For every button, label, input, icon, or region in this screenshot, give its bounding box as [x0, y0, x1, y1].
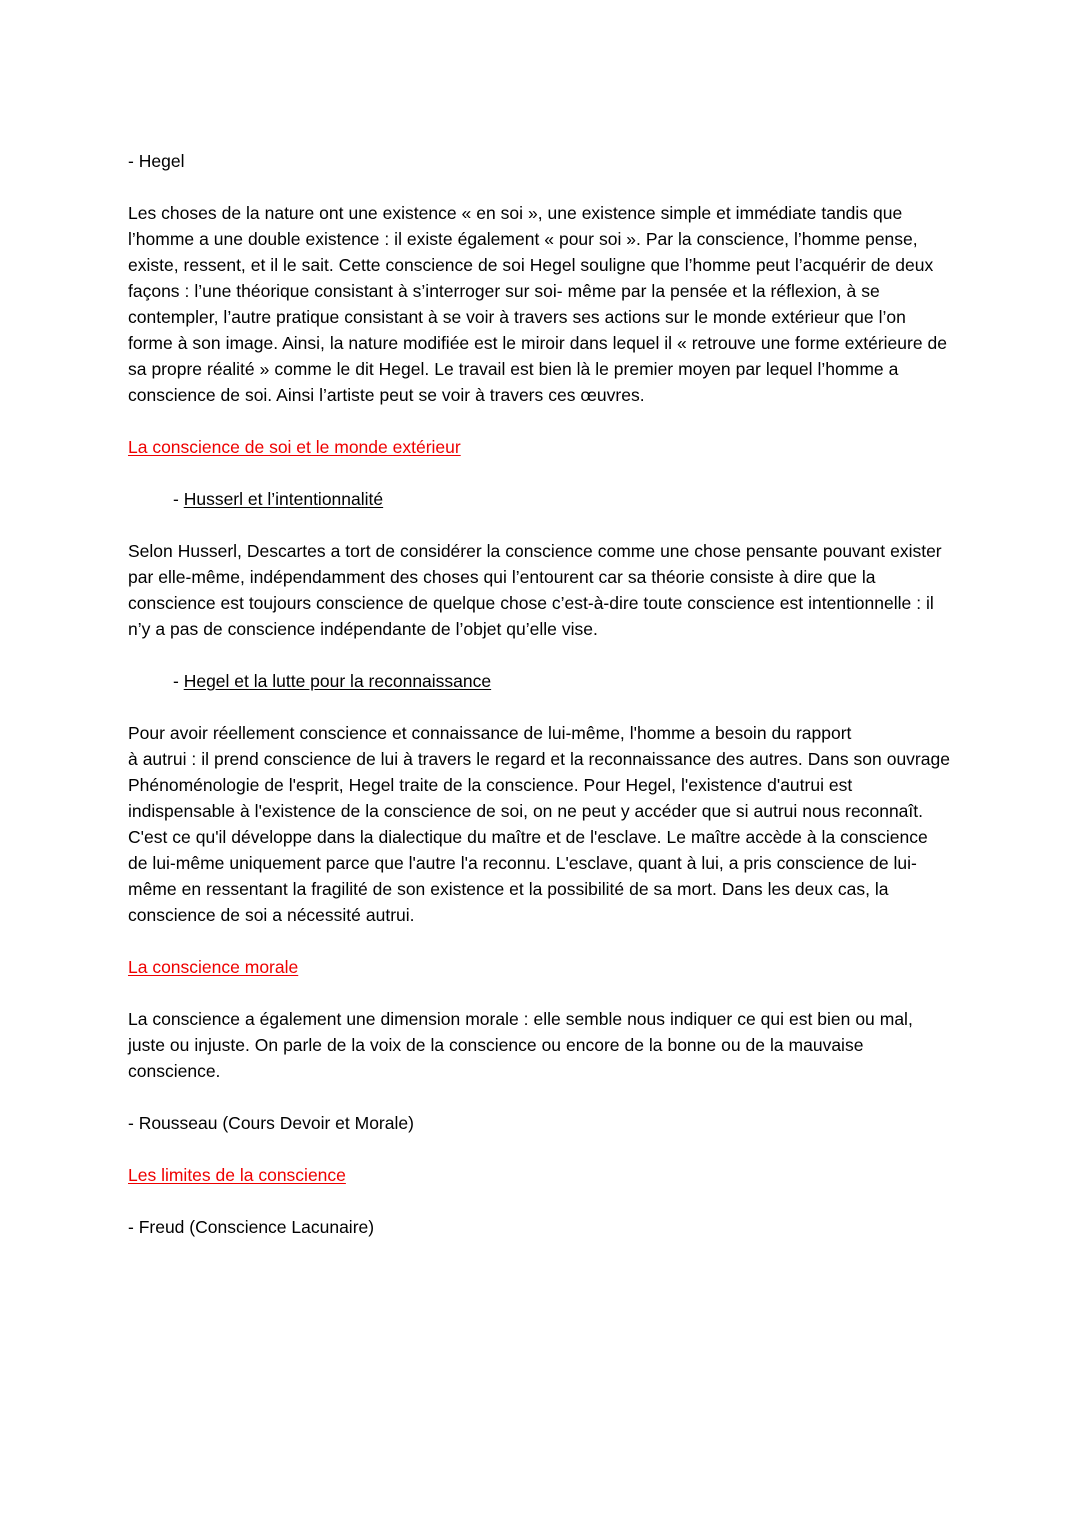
paragraph-reconnaissance-line-2: à autrui : il prend conscience de lui à travers le regard et la reconnaissance des autres. Dans son ouvrage Phénoménologie de l'esprit, Hegel traite de la conscience. Pour Hegel, l'existence d'autrui est indispensable à l'existence de la conscience de soi, on ne peut y accéder que si autrui nous reconnaît. C'est ce qu'il développe dans la dialectique du maître et de l'esclave. Le maître accède à la conscience de lui-même uniquement parce que l'autre l'a reconnu. L'esclave, quant à lui, a pris conscience de lui-même en ressentant la fragilité de son existence et la possibilité de sa mort. Dans les deux cas, la conscience de soi a nécessité autrui.: [128, 749, 950, 925]
paragraph-reconnaissance-line-1: Pour avoir réellement conscience et connaissance de lui-même, l'homme a besoin du rapport: [128, 723, 852, 743]
paragraph-husserl-intentionnalite: Selon Husserl, Descartes a tort de considérer la conscience comme une chose pensante pouvant exister par elle-même, indépendamment des choses qui l’entourent car sa théorie consiste à dire que la conscience est toujours conscience de quelque chose c’est-à-dire toute conscience est intentionnelle : il n’y a pas de conscience indépendante de l’objet qu’elle vise.: [128, 541, 942, 639]
source-freud: - Freud (Conscience Lacunaire): [128, 1217, 375, 1237]
heading-conscience-de-soi-text: La conscience de soi et le monde extérieur: [128, 437, 461, 457]
paragraph-hegel-existence: Les choses de la nature ont une existence « en soi », une existence simple et immédiate tandis que l’homme a une double existence : il existe également « pour soi ». Par la conscience, l’homme pense, existe, ressent, et il le sait. Cette conscience de soi Hegel souligne que l’homme peut l’acquérir de deux façons : l’une théorique consistant à s’interroger sur soi- même par la pensée et la réflexion, à se contempler, l’autre pratique consistant à se voir à travers ses actions sur le monde extérieur que l’on forme à son image. Ainsi, la nature modifiée est le miroir dans lequel il « retrouve une forme extérieure de sa propre réalité » comme le dit Hegel. Le travail est bien là le premier moyen par lequel l’homme a conscience de soi. Ainsi l’artiste peut se voir à travers ces œuvres.: [128, 203, 947, 405]
subheading-hegel-lutte: [128, 668, 952, 694]
heading-limites-conscience-text: Les limites de la conscience: [128, 1165, 346, 1185]
subheading-husserl-text: Husserl et l’intentionnalité: [183, 489, 384, 509]
source-rousseau: - Rousseau (Cours Devoir et Morale): [128, 1113, 414, 1133]
paragraph-reconnaissance: [128, 720, 952, 928]
subheading-husserl: [128, 486, 952, 512]
heading-conscience-morale: [128, 954, 952, 980]
document-body: [128, 148, 952, 1266]
subheading-hegel-dash: -: [173, 671, 184, 691]
heading-limites-conscience: [128, 1162, 952, 1188]
author-note-hegel: - Hegel: [128, 151, 185, 171]
subheading-hegel-lutte-text: Hegel et la lutte pour la reconnaissance: [183, 671, 492, 691]
heading-conscience-de-soi: [128, 434, 952, 460]
subheading-husserl-dash: -: [173, 489, 184, 509]
paragraph-conscience-morale: La conscience a également une dimension morale : elle semble nous indiquer ce qui est bien ou mal, juste ou injuste. On parle de la voix de la conscience ou encore de la bonne ou de la mauvaise conscience.: [128, 1009, 913, 1081]
heading-conscience-morale-text: La conscience morale: [128, 957, 299, 977]
